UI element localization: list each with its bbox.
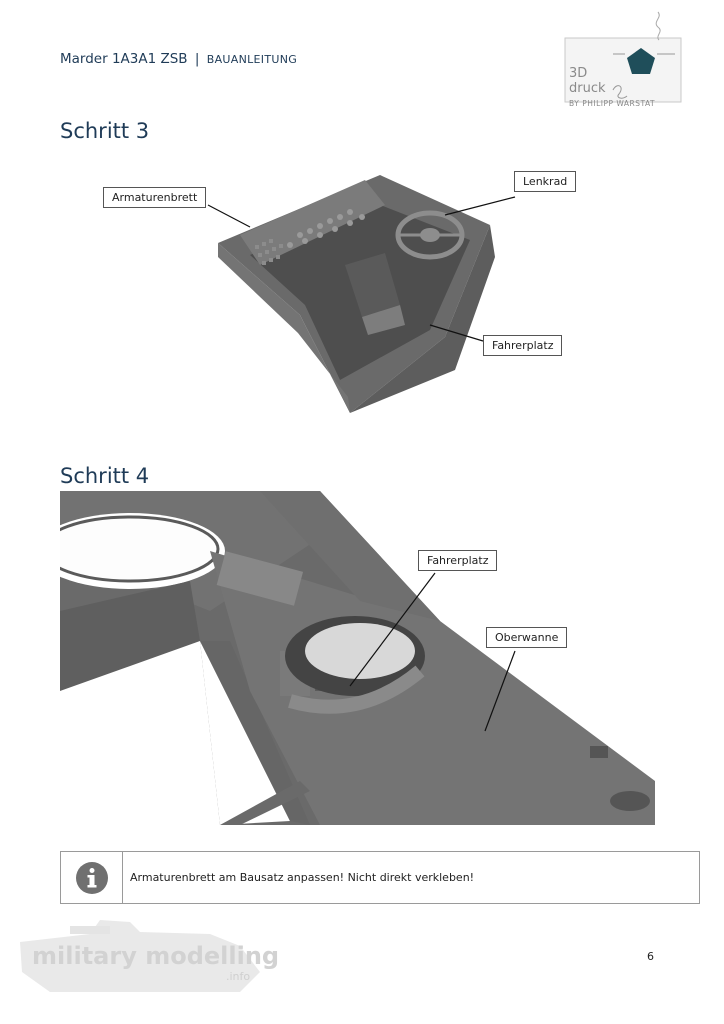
page-number: 6 — [647, 950, 654, 963]
notice-box — [60, 851, 700, 904]
watermark-logo — [10, 912, 310, 1012]
info-icon — [75, 861, 109, 895]
logo-line1: 3D — [569, 66, 588, 81]
callout-fahrerplatz-step3: Fahrerplatz — [483, 335, 562, 356]
callout-fahrerplatz-step4: Fahrerplatz — [418, 550, 497, 571]
step-4-title: Schritt 4 — [60, 464, 150, 488]
document-subtitle: BAUANLEITUNG — [206, 53, 298, 66]
brand-logo — [563, 8, 683, 113]
logo-line2: druck — [569, 81, 606, 96]
watermark-suffix: .info — [226, 970, 251, 983]
callout-lenkrad: Lenkrad — [514, 171, 576, 192]
watermark-text: military modelling — [32, 942, 280, 970]
step-4-figure — [60, 491, 655, 825]
hull-render — [60, 491, 655, 825]
callout-oberwanne: Oberwanne — [486, 627, 567, 648]
document-header — [60, 51, 297, 67]
document-title: Marder 1A3A1 ZSB — [60, 51, 188, 67]
logo-byline: BY PHILIPP WARSTAT — [569, 99, 656, 108]
callout-armaturenbrett: Armaturenbrett — [103, 187, 206, 208]
step-3-title: Schritt 3 — [60, 119, 150, 143]
notice-text: Armaturenbrett am Bausatz anpassen! Nicht direkt verkleben! — [130, 871, 475, 884]
header-separator: | — [194, 51, 200, 67]
notice-icon-cell — [61, 852, 123, 903]
